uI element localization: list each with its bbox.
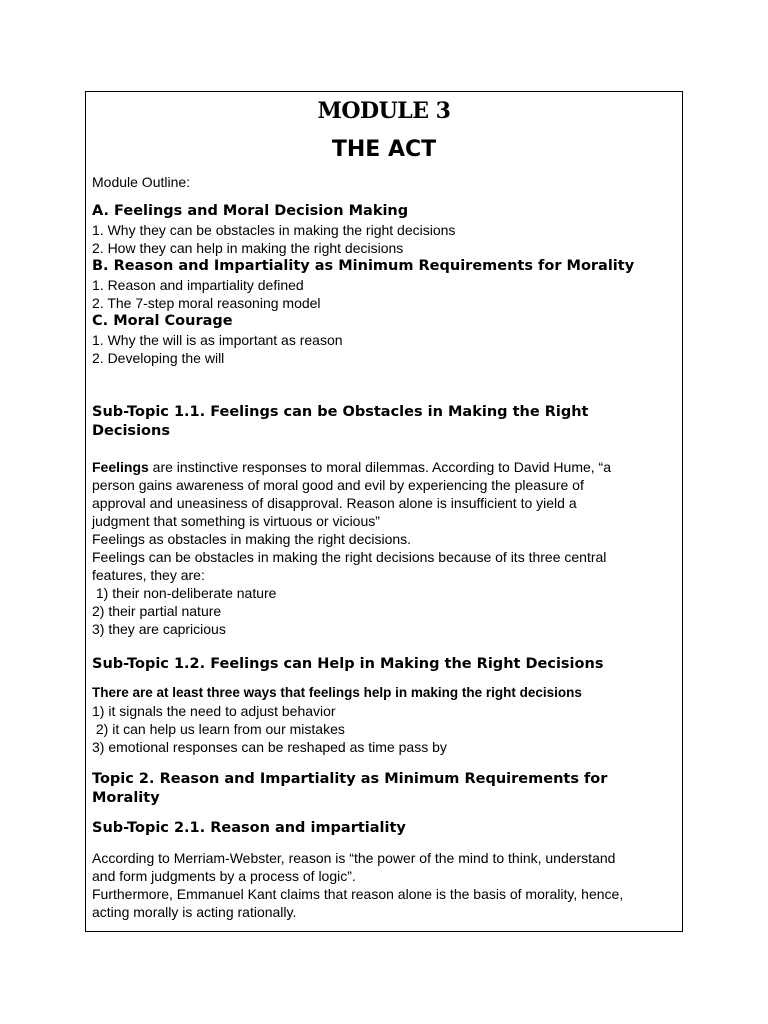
paragraph-line: Feelings can be obstacles in making the right decisions because of its three central: [92, 549, 607, 565]
module-title: MODULE 3: [317, 98, 451, 124]
paragraph-line: person gains awareness of moral good and evil by experiencing the pleasure of: [92, 477, 584, 493]
subtopic-1-2-heading: Sub-Topic 1.2. Feelings can Help in Making the Right Decisions: [92, 656, 604, 672]
paragraph-line: According to Merriam-Webster, reason is “the power of the mind to think, understand: [92, 850, 616, 866]
reason-paragraph: [92, 849, 676, 885]
paragraph-text: are instinctive responses to moral dilemmas. According to David Hume, “a: [148, 459, 611, 475]
topic-2-heading: [92, 770, 676, 808]
heading-line: Morality: [92, 790, 160, 806]
feature-item: 3) they are capricious: [92, 621, 226, 637]
outline-section-b: B. Reason and Impartiality as Minimum Requirements for Morality: [92, 258, 635, 274]
paragraph-line: and form judgments by a process of logic”.: [92, 868, 356, 884]
feature-item: 2) their partial nature: [92, 603, 222, 619]
help-item: 1) it signals the need to adjust behavior: [92, 703, 336, 719]
paragraph-line: acting morally is acting rationally.: [92, 904, 297, 920]
features-paragraph: [92, 548, 676, 584]
module-subtitle: THE ACT: [331, 137, 437, 162]
help-lead: There are at least three ways that feelings help in making the right decisions: [92, 685, 582, 700]
heading-line: Decisions: [92, 423, 170, 439]
outline-item: 1. Reason and impartiality defined: [92, 277, 304, 293]
subtopic-2-1-heading: Sub-Topic 2.1. Reason and impartiality: [92, 820, 406, 836]
feelings-paragraph: [92, 458, 676, 530]
outline-item: 2. The 7-step moral reasoning model: [92, 295, 321, 311]
outline-item: 1. Why the will is as important as reason: [92, 332, 343, 348]
obstacles-line: Feelings as obstacles in making the right decisions.: [92, 531, 412, 547]
outline-item: 2. How they can help in making the right decisions: [92, 240, 404, 256]
feature-item: 1) their non-deliberate nature: [92, 585, 277, 601]
heading-line: Topic 2. Reason and Impartiality as Minimum Requirements for: [92, 771, 608, 787]
help-item: 2) it can help us learn from our mistakes: [92, 721, 345, 737]
outline-item: 2. Developing the will: [92, 350, 225, 366]
outline-section-a: A. Feelings and Moral Decision Making: [92, 203, 409, 219]
outline-item: 1. Why they can be obstacles in making the right decisions: [92, 222, 456, 238]
document-page: [85, 91, 683, 932]
outline-label: Module Outline:: [92, 174, 191, 190]
heading-line: Sub-Topic 1.1. Feelings can be Obstacles in Making the Right: [92, 404, 589, 420]
paragraph-line: approval and uneasiness of disapproval. Reason alone is insufficient to yield a: [92, 495, 577, 511]
paragraph-line: judgment that something is virtuous or vicious”: [92, 513, 380, 529]
paragraph-line: [92, 458, 676, 476]
paragraph-line: features, they are:: [92, 567, 205, 583]
paragraph-line: Furthermore, Emmanuel Kant claims that reason alone is the basis of morality, hence,: [92, 886, 624, 902]
kant-paragraph: [92, 885, 676, 921]
feelings-term: Feelings: [92, 459, 149, 475]
help-item: 3) emotional responses can be reshaped as time pass by: [92, 739, 447, 755]
outline-section-c: C. Moral Courage: [92, 313, 233, 329]
subtopic-1-1-heading: [92, 403, 676, 441]
